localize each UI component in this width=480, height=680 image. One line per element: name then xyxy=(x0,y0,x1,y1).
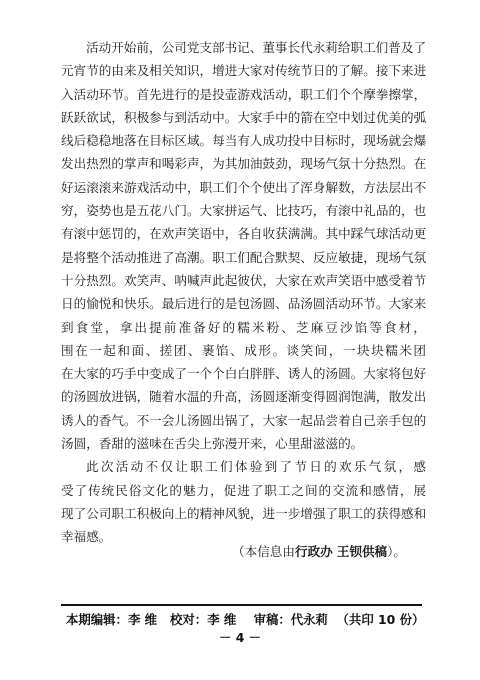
article-body xyxy=(61,36,426,549)
editor-label: 本期编辑： xyxy=(66,612,128,627)
text-line: 好运滚滚来游戏活动中，职工们个个使出了浑身解数，方法层出不 xyxy=(61,179,427,195)
text-line: 受了传统民俗文化的魅力，促进了职工之间的交流和感情，展 xyxy=(61,482,426,498)
text-line: 有滚中惩罚的，在欢声笑语中，各自收获满满。其中踩气球活动更 xyxy=(61,226,427,242)
source-author: 王钡供稿 xyxy=(336,544,388,559)
text-line: 是将整个活动推进了高潮。职工们配合默契、反应敏捷，现场气氛 xyxy=(61,249,427,265)
text-line: 入活动环节。首先进行的是投壶游戏活动，职工们个个摩拳擦掌， xyxy=(61,86,427,102)
proofreader-label: 校对： xyxy=(170,612,208,627)
text-line: 的汤圆放进锅，随着水温的升高，汤圆逐渐变得圆润饱满，散发出 xyxy=(61,389,427,405)
print-count: （共印 10 份） xyxy=(336,612,425,627)
source-prefix: （本信息由 xyxy=(232,544,295,559)
source-suffix: ）。 xyxy=(387,544,407,559)
paragraph-2 xyxy=(61,455,426,548)
text-line: 发出热烈的掌声和喝彩声，为其加油鼓劲，现场气氛十分热烈。在 xyxy=(61,156,427,172)
footer-credits xyxy=(66,611,424,629)
proofreader-name: 李 维 xyxy=(207,612,237,627)
reviewer-name: 代永莉 xyxy=(290,612,328,627)
text-line: 诱人的香气。不一会儿汤圆出锅了，大家一起品尝着自己亲手包的 xyxy=(61,412,427,428)
text-line: 活动开始前，公司党支部书记、董事长代永莉给职工们普及了 xyxy=(86,40,427,55)
page-number: － 4 － xyxy=(218,630,262,645)
text-line: 到食堂，拿出提前准备好的糯米粉、芝麻豆沙馅等食材， xyxy=(61,319,426,335)
text-line: 十分热烈。欢笑声、呐喊声此起彼伏，大家在欢声笑语中感受着节 xyxy=(61,272,427,288)
text-line: 围在一起和面、搓团、裹馅、成形。谈笑间，一块块糯米团 xyxy=(61,342,426,358)
text-line: 跃跃欲试，积极参与到活动中。大家手中的箭在空中划过优美的弧 xyxy=(61,109,427,125)
editor-name: 李 维 xyxy=(127,612,158,627)
text-line: 穷，姿势也是五花八门。大家拼运气、比技巧，有滚中礼品的，也 xyxy=(61,203,427,219)
text-line: 汤圆，香甜的滋味在舌尖上弥漫开来，心里甜滋滋的。 xyxy=(61,436,364,452)
text-line: 现了公司职工积极向上的精神风貌，进一步增强了职工的获得感和 xyxy=(61,505,427,521)
paragraph-1 xyxy=(61,36,426,455)
text-line: 在大家的巧手中变成了一个个白白胖胖、诱人的汤圆。大家将包好 xyxy=(61,366,427,382)
text-line: 此次活动不仅让职工们体验到了节日的欢乐气氛，感 xyxy=(86,459,426,475)
footer-divider xyxy=(61,604,422,606)
text-line: 幸福感。 xyxy=(61,529,112,545)
text-line: 线后稳稳地落在目标区域。每当有人成功投中目标时，现场就会爆 xyxy=(61,133,427,149)
text-line: 元宵节的由来及相关知识，增进大家对传统节日的了解。接下来进 xyxy=(61,63,427,79)
source-department: 行政办 xyxy=(294,544,333,559)
source-attribution xyxy=(232,542,406,562)
text-line: 日的愉悦和快乐。最后进行的是包汤圆、品汤圆活动环节。大家来 xyxy=(61,296,427,312)
reviewer-label: 审稿： xyxy=(253,612,291,627)
